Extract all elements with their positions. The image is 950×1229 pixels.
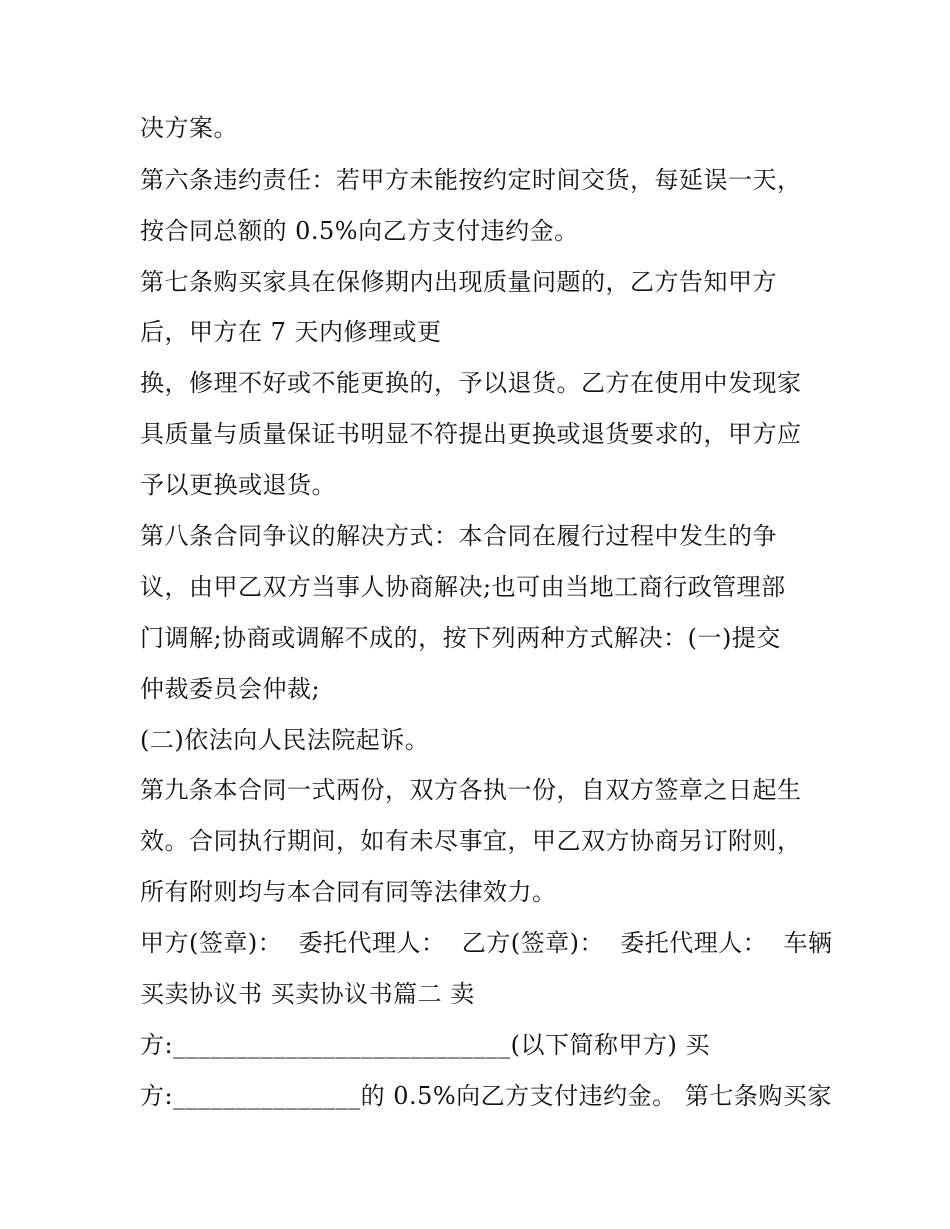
text-line: 决方案。 <box>140 114 238 142</box>
text-line: 予以更换或退货。 <box>140 471 336 499</box>
text-line: 方:_______________的 0.5%向乙方支付违约金。 第七条购买家 <box>140 1082 832 1110</box>
text-line: (二)依法向人民法院起诉。 <box>140 726 430 754</box>
text-line: 买卖协议书 买卖协议书篇二 卖 <box>140 980 475 1008</box>
text-line: 后，甲方在 7 天内修理或更 <box>140 318 442 346</box>
text-line: 门调解;协商或调解不成的，按下列两种方式解决：(一)提交 <box>140 624 781 652</box>
text-line: 议，由甲乙双方当事人协商解决;也可由当地工商行政管理部 <box>140 573 786 601</box>
text-line: 第七条购买家具在保修期内出现质量问题的，乙方告知甲方 <box>140 268 777 296</box>
text-line: 第八条合同争议的解决方式：本合同在履行过程中发生的争 <box>140 522 777 550</box>
text-line: 第九条本合同一式两份，双方各执一份，自双方签章之日起生 <box>140 776 802 804</box>
text-line: 仲裁委员会仲裁; <box>140 675 321 703</box>
text-line: 第六条违约责任：若甲方未能按约定时间交货，每延误一天， <box>140 166 802 194</box>
text-line: 效。合同执行期间，如有未尽事宜，甲乙双方协商另订附则， <box>140 827 802 855</box>
text-line: 方:___________________________(以下简称甲方) 买 <box>140 1031 710 1059</box>
text-line: 按合同总额的 0.5%向乙方支付违约金。 <box>140 217 579 245</box>
text-line: 甲方(签章)： 委托代理人： 乙方(签章)： 委托代理人： 车辆 <box>140 929 833 957</box>
text-line: 换，修理不好或不能更换的，予以退货。乙方在使用中发现家 <box>140 369 802 397</box>
text-line: 具质量与质量保证书明显不符提出更换或退货要求的，甲方应 <box>140 420 802 448</box>
text-line: 所有附则均与本合同有同等法律效力。 <box>140 878 557 906</box>
